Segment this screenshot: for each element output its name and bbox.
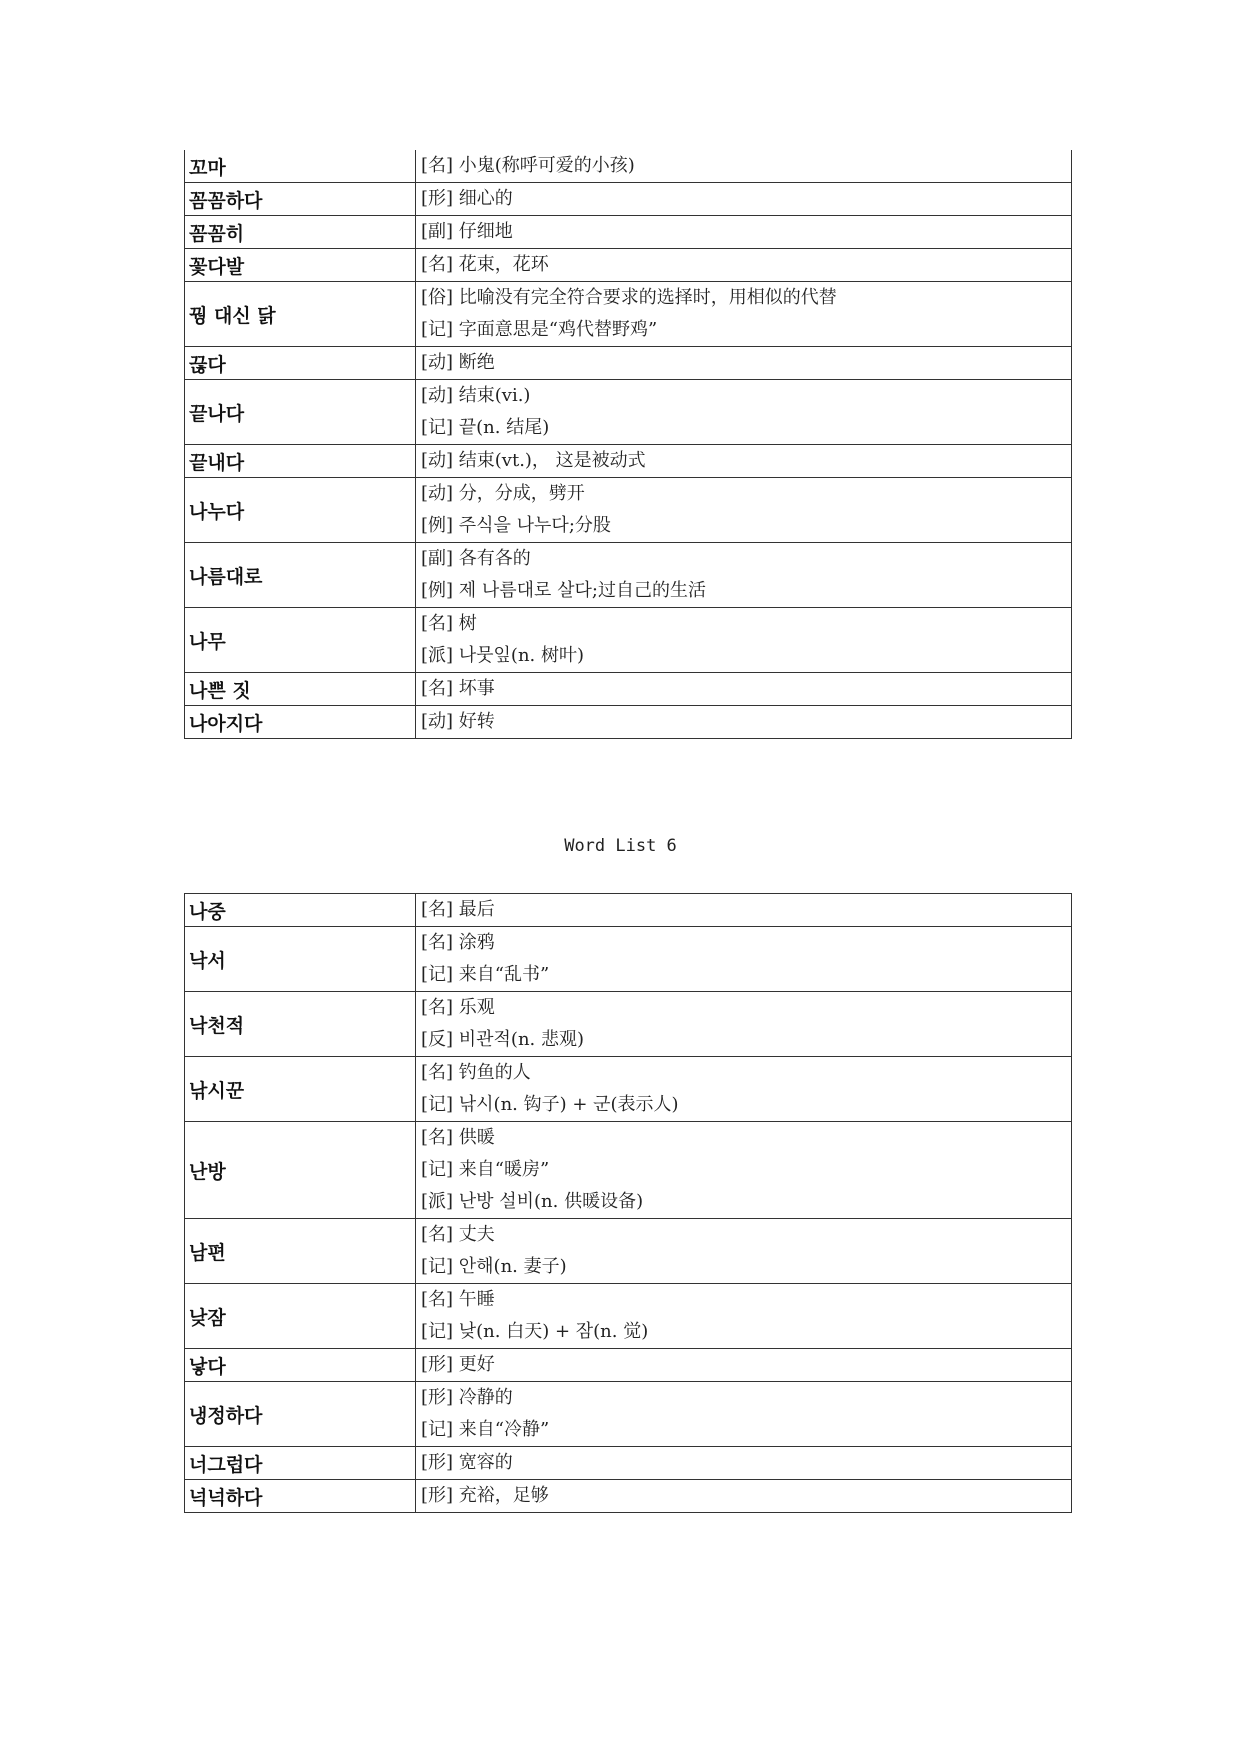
definition-line: [名] 涂鸦 [421,932,495,953]
vocab-row [185,706,1072,739]
vocab-word: 꼼꼼히 [185,216,416,249]
definition-line: [例] 제 나름대로 살다;过自己的生活 [421,580,706,601]
vocab-word: 꼼꼼하다 [185,183,416,216]
definition-line: [记] 안해(n. 妻子) [421,1256,567,1277]
vocab-word: 낙천적 [185,992,416,1057]
vocab-word: 꿩 대신 닭 [185,282,416,347]
vocab-definitions [416,1219,1072,1284]
vocab-definitions [416,992,1072,1057]
vocab-definitions [416,1382,1072,1447]
vocab-definitions [416,216,1072,249]
vocab-word: 너그럽다 [185,1447,416,1480]
definition-line: [记] 来自“乱书” [421,964,550,985]
vocab-definitions [416,282,1072,347]
vocab-definitions [416,1284,1072,1349]
definition-line: [记] 来自“暖房” [421,1159,550,1180]
vocab-definitions [416,249,1072,282]
vocab-definitions [416,543,1072,608]
vocab-word: 끝나다 [185,380,416,445]
vocab-row [185,1284,1072,1349]
vocab-row [185,183,1072,216]
vocab-definitions [416,894,1072,927]
definition-line: [动] 结束(vi.) [421,385,531,406]
vocab-row [185,543,1072,608]
vocab-word: 나름대로 [185,543,416,608]
definition-line: [派] 나뭇잎(n. 树叶) [421,645,585,666]
definition-line: [名] 丈夫 [421,1224,495,1245]
vocab-definitions [416,927,1072,992]
vocab-row [185,249,1072,282]
vocab-row [185,1057,1072,1122]
definition-line: [副] 仔细地 [421,221,513,242]
definition-line: [名] 午睡 [421,1289,495,1310]
vocab-definitions [416,150,1072,183]
vocab-row [185,1219,1072,1284]
definition-line: [形] 冷静的 [421,1387,513,1408]
vocab-row [185,1447,1072,1480]
definition-line: [动] 分，分成，劈开 [421,483,585,504]
vocab-table-1 [184,150,1072,739]
definition-line: [记] 낮(n. 白天) + 잠(n. 觉) [421,1321,649,1342]
vocab-row [185,927,1072,992]
vocab-word: 나쁜 짓 [185,673,416,706]
definition-line: [名] 最后 [421,899,495,920]
vocab-word: 나아지다 [185,706,416,739]
vocab-table-2-body [185,894,1072,1513]
vocab-word: 낙서 [185,927,416,992]
vocab-row [185,1349,1072,1382]
vocab-row [185,282,1072,347]
vocab-row [185,608,1072,673]
vocab-word: 넉넉하다 [185,1480,416,1513]
vocab-definitions [416,1349,1072,1382]
vocab-definitions [416,183,1072,216]
definition-line: [名] 坏事 [421,678,495,699]
vocab-definitions [416,445,1072,478]
definition-line: [名] 花束，花环 [421,254,549,275]
definition-line: [记] 来自“冷静” [421,1419,550,1440]
vocab-row [185,673,1072,706]
definition-line: [形] 充裕，足够 [421,1485,549,1506]
vocab-table-1-body [185,150,1072,739]
definition-line: [记] 끝(n. 结尾) [421,417,550,438]
vocab-word: 꼬마 [185,150,416,183]
vocab-definitions [416,1480,1072,1513]
vocab-word: 나누다 [185,478,416,543]
definition-line: [名] 小鬼(称呼可爱的小孩) [421,155,635,176]
word-list-title: Word List 6 [564,836,677,856]
definition-line: [反] 비관적(n. 悲观) [421,1029,585,1050]
definition-line: [名] 乐观 [421,997,495,1018]
vocab-word: 끊다 [185,347,416,380]
definition-line: [动] 断绝 [421,352,495,373]
definition-line: [例] 주식을 나누다;分股 [421,515,611,536]
vocab-row [185,1382,1072,1447]
vocab-row [185,216,1072,249]
vocab-word: 나중 [185,894,416,927]
vocab-word: 낮잠 [185,1284,416,1349]
vocab-definitions [416,1447,1072,1480]
vocab-row [185,150,1072,183]
vocab-word: 난방 [185,1122,416,1219]
vocab-row [185,992,1072,1057]
vocab-definitions [416,347,1072,380]
vocab-word: 남편 [185,1219,416,1284]
vocab-definitions [416,706,1072,739]
vocab-word: 꽃다발 [185,249,416,282]
vocab-row [185,1122,1072,1219]
vocab-table-2 [184,893,1072,1513]
definition-line: [动] 结束(vt.)， 这是被动式 [421,450,646,471]
vocab-word: 냉정하다 [185,1382,416,1447]
vocab-definitions [416,1122,1072,1219]
definition-line: [名] 树 [421,613,477,634]
vocab-definitions [416,608,1072,673]
vocab-row [185,347,1072,380]
definition-line: [形] 宽容的 [421,1452,513,1473]
vocab-definitions [416,1057,1072,1122]
definition-line: [派] 난방 설비(n. 供暖设备) [421,1191,644,1212]
definition-line: [记] 낚시(n. 钩子) + 군(表示人) [421,1094,679,1115]
definition-line: [名] 供暖 [421,1127,495,1148]
definition-line: [形] 细心的 [421,188,513,209]
vocab-definitions [416,478,1072,543]
definition-line: [名] 钓鱼的人 [421,1062,531,1083]
definition-line: [俗] 比喻没有完全符合要求的选择时，用相似的代替 [421,287,837,308]
definition-line: [形] 更好 [421,1354,495,1375]
vocab-row [185,445,1072,478]
vocab-definitions [416,380,1072,445]
definition-line: [动] 好转 [421,711,495,732]
definition-line: [副] 各有各的 [421,548,531,569]
vocab-row [185,478,1072,543]
vocab-definitions [416,673,1072,706]
vocab-word: 나무 [185,608,416,673]
vocab-row [185,894,1072,927]
vocab-word: 낳다 [185,1349,416,1382]
vocab-row [185,1480,1072,1513]
vocab-row [185,380,1072,445]
vocab-word: 끝내다 [185,445,416,478]
definition-line: [记] 字面意思是“鸡代替野鸡” [421,319,658,340]
vocab-word: 낚시꾼 [185,1057,416,1122]
